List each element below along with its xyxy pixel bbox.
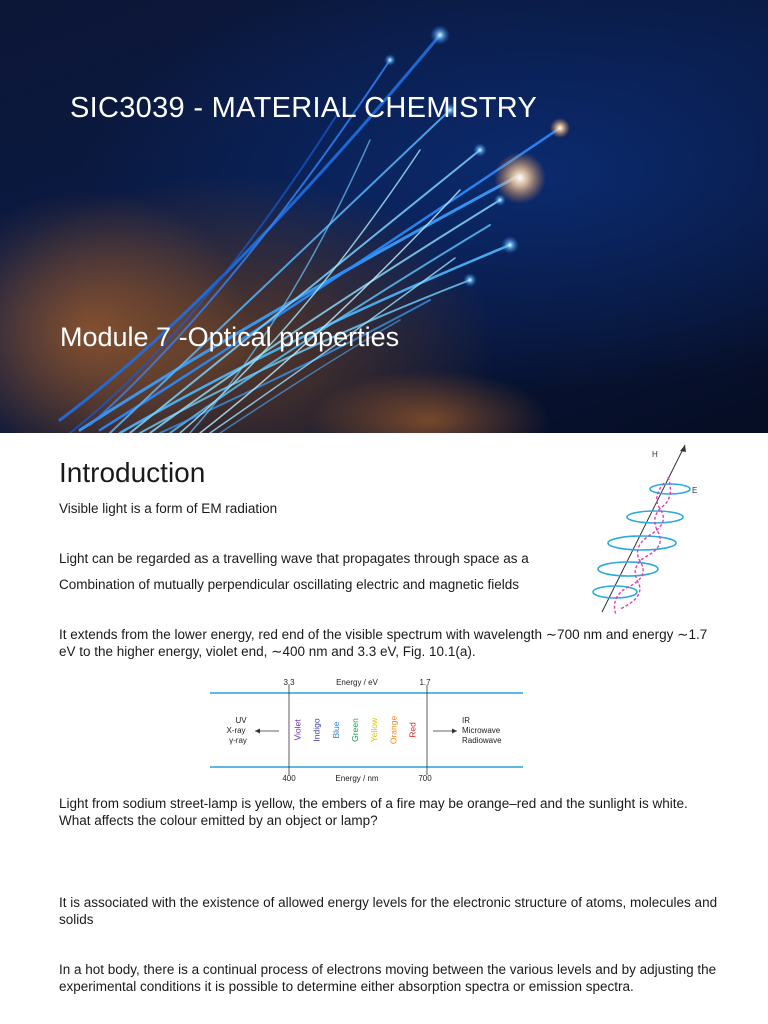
microwave-label: Microwave — [462, 726, 501, 735]
color-label-blue: Blue — [330, 721, 341, 739]
em-wave-figure — [580, 437, 710, 622]
uv-label: UV — [235, 716, 247, 725]
arrow-left-icon — [255, 729, 260, 734]
slide-subtitle: Module 7 -Optical properties — [60, 322, 400, 352]
color-label-red: Red — [407, 722, 418, 738]
color-label-indigo: Indigo — [311, 718, 322, 742]
nm-right-label: 700 — [418, 774, 432, 783]
introduction-slide — [0, 433, 768, 1024]
color-label-yellow: Yellow — [369, 717, 380, 743]
color-label-orange: Orange — [388, 715, 399, 745]
ev-right-label: 1.7 — [419, 678, 431, 687]
ir-label: IR — [462, 716, 470, 725]
paragraph-4: It extends from the lower energy, red end of the visible spectrum with wavelength ∼700 nm and energy ∼1.7 eV to the higher energy, violet end, ∼400 nm and 3.3 eV, Fig. 10.1(a). — [59, 627, 708, 659]
ev-left-label: 3.3 — [283, 678, 295, 687]
paragraph-5: Light from sodium street-lamp is yellow, the embers of a fire may be orange–red and the sunlight is white. What affects the colour emitted by an object or lamp? — [59, 796, 688, 828]
x-ray-label: X-ray — [226, 726, 246, 735]
h-axis-label: H — [652, 450, 658, 459]
e-axis-label: E — [692, 486, 698, 495]
paragraph-1: Visible light is a form of EM radiation — [59, 501, 278, 516]
color-label-violet: Violet — [292, 719, 303, 741]
nm-left-label: 400 — [282, 774, 296, 783]
visible-color-labels — [293, 716, 418, 745]
arrow-right-icon — [452, 729, 457, 734]
color-label-green: Green — [350, 718, 360, 742]
slide-title: SIC3039 - MATERIAL CHEMISTRY — [70, 92, 538, 124]
paragraph-3: Combination of mutually perpendicular oscillating electric and magnetic fields — [59, 577, 519, 592]
section-heading: Introduction — [59, 457, 206, 488]
spectrum-figure — [205, 673, 525, 788]
paragraph-7: In a hot body, there is a continual process of electrons moving between the various levels and by adjusting the experimental conditions it is possible to determine either absorption spectra or emission spectra. — [59, 962, 717, 994]
radiowave-label: Radiowave — [462, 736, 502, 745]
paragraph-6: It is associated with the existence of allowed energy levels for the electronic structure of atoms, molecules and solids — [59, 895, 718, 927]
gamma-ray-label: γ-ray — [229, 736, 247, 745]
fiber-optics-image — [0, 0, 768, 433]
paragraph-2: Light can be regarded as a travelling wave that propagates through space as a — [59, 551, 529, 566]
title-slide — [0, 0, 768, 433]
energy-ev-label: Energy / eV — [336, 678, 378, 687]
energy-nm-label: Energy / nm — [335, 774, 379, 783]
